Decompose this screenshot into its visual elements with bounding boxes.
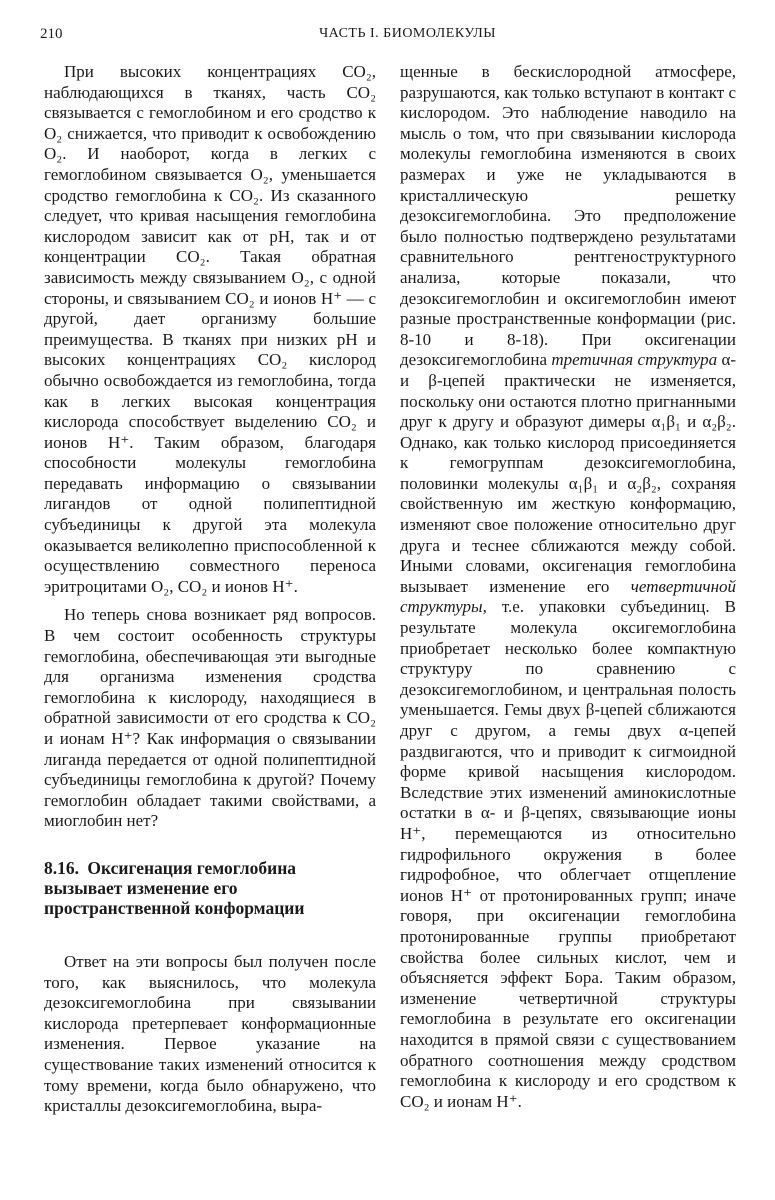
right-column xyxy=(400,62,736,1112)
text-run: α- и β-цепей практически не изменяется, поскольку они остаются плотно пригнанными друг к другу и образуют димеры α₁β₁ и α₂β₂. Однако, как только кислород присоединяется к гемогруппам дезоксигемоглобина, половинки молекулы α₁β₁ и α₂β₂, сохраняя свойственную им жесткую конформацию, изменяют свое положение относительно друг друга и теснее сближаются между собой. Иными словами, оксигенация гемоглобина вызывает изменение его xyxy=(400,350,737,596)
section-heading xyxy=(44,858,376,918)
page-number: 210 xyxy=(40,26,63,42)
page-header xyxy=(40,26,735,46)
text-run: щенные в бескислородной атмосфере, разрушаются, как только вступают в контакт с кислородом. Это наблюдение наводило на мысль о том, что при связывании кислорода молекулы гемоглобина изменяются в своих размерах и уже не укладываются в кристаллическую решетку дезоксигемоглобина. Это предположение было полностью подтверждено результатами сравнительного рентгеноструктурного анализа, которые показали, что дезоксигемоглобин и оксигемоглобин имеют разные пространственные конформации (рис. 8-10 и 8-18). При оксигенации дезоксигемоглобина xyxy=(400,62,736,370)
paragraph: Ответ на эти вопросы был получен после того, как выяснилось, что молекула дезоксигемоглобина при связывании кислорода претерпевает конформационные изменения. Первое указание на существование таких изменений относится к тому времени, когда было обнаружено, что кристаллы дезоксигемоглобина, выра- xyxy=(44,951,376,1116)
text-run: , т.е. упаковки субъединиц. В результате молекула оксигемоглобина приобретает несколько более компактную структуру по сравнению с дезоксигемоглобином, и центральная полость уменьшается. Гемы двух β-цепей сближаются друг с другом, а гемы двух α-цепей раздвигаются, что и приводит к сигмоидной форме кривой насыщения кислородом. Вследствие этих изменений аминокислотные остатки в α- и β-цепях, связывающие ионы H⁺, перемещаются из относительно гидрофильного окружения в более гидрофобное, что облегчает отщепление ионов H⁺ от протонированных групп; иначе говоря, при оксигенации гемоглобина протонированные группы приобретают свойства более сильных кислот, чем и объясняется эффект Бора. Таким образом, изменение четвертичной структуры гемоглобина в результате его оксигенации находится в прямой связи с существованием обратного соотношения между сродством гемоглобина к кислороду и его сродством к CO₂ и ионам H⁺. xyxy=(400,597,736,1111)
section-title: Оксигенация гемоглобина вызывает изменение его пространственной конформации xyxy=(44,857,305,918)
paragraph xyxy=(400,62,736,1112)
section-number: 8.16. xyxy=(44,857,79,878)
italic-term: третичная структура xyxy=(551,350,718,370)
left-column xyxy=(44,62,376,1117)
running-head: ЧАСТЬ I. БИОМОЛЕКУЛЫ xyxy=(319,26,496,41)
paragraph: Но теперь снова возникает ряд вопросов. В чем состоит особенность структуры гемоглобина, обеспечивающая эти выгодные для организма изменения сродства гемоглобина к кислороду, находящиеся в обратной зависимости от его сродства к CO₂ и ионам H⁺? Как информация о связывании лиганда передается от одной полипептидной субъединицы гемоглобина к другой? Почему гемоглобин обладает такими свойствами, а миоглобин нет? xyxy=(44,605,376,831)
italic-term: четвертичной структуры xyxy=(400,576,737,617)
paragraph: При высоких концентрациях CO₂, наблюдающихся в тканях, часть CO₂ связывается с гемоглобином и его сродство к O₂ снижается, что приводит к освобождению O₂. И наоборот, когда в легких с гемоглобином связывается O₂, уменьшается сродство гемоглобина к CO₂. Из сказанного следует, что кривая насыщения гемоглобина кислородом зависит как от pH, так и от концентрации CO₂. Такая обратная зависимость между связыванием O₂, с одной стороны, и связыванием CO₂ и ионов H⁺ — с другой, дает организму большие преимущества. В тканях при низких pH и высоких концентрациях CO₂ кислород обычно освобождается из гемоглобина, тогда как в легких высокая концентрация кислорода способствует выделению CO₂ и ионов H⁺. Таким образом, благодаря способности молекулы гемоглобина передавать информацию о связывании лигандов от одной полипептидной субъединицы к другой эта молекула оказывается великолепно приспособленной к осуществлению совместного переноса эритроцитами O₂, CO₂ и ионов H⁺. xyxy=(44,62,376,596)
